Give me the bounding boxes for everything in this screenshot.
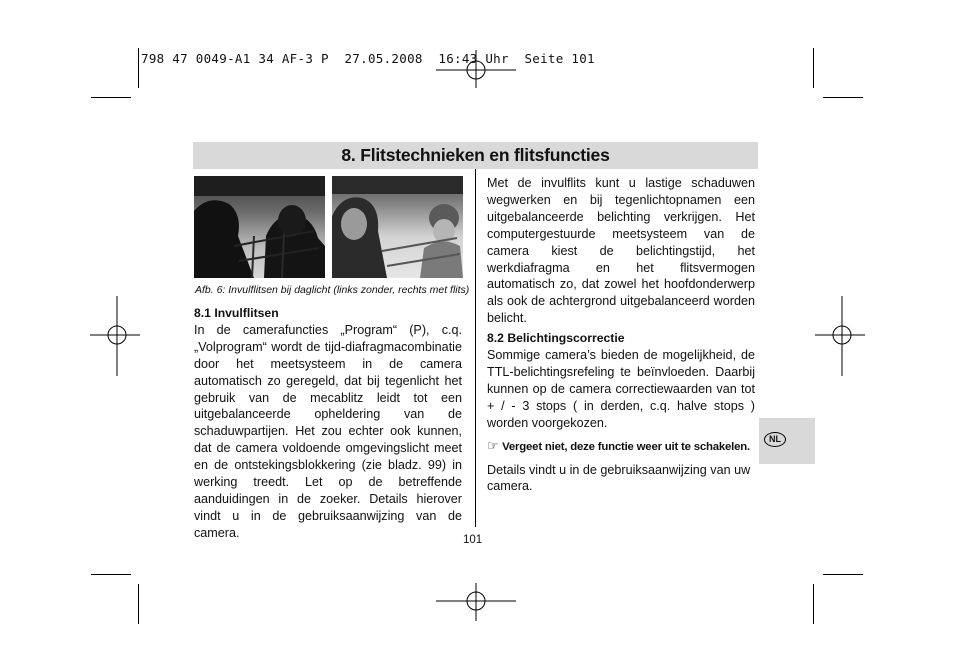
closing-paragraph: Details vindt u in de gebruiksaanwijzing van uw camera. xyxy=(487,462,751,494)
crop-mark xyxy=(91,574,131,575)
note-line xyxy=(487,438,755,456)
column-divider xyxy=(475,169,476,527)
registration-mark-left xyxy=(90,296,140,376)
page-title: 8. Flitstechnieken en flitsfuncties xyxy=(341,145,610,165)
crop-mark xyxy=(91,97,131,98)
registration-mark-bottom xyxy=(436,583,516,623)
figure-caption: Afb. 6: Invulflitsen bij daglicht (links zonder, rechts met flits) xyxy=(195,284,470,296)
print-header: 798 47 0049-A1 34 AF-3 P 27.05.2008 16:43 Uhr Seite 101 xyxy=(141,51,595,66)
section-heading-8-2: 8.2 Belichtingscorrectie xyxy=(487,331,625,346)
page-number: 101 xyxy=(463,534,483,546)
crop-mark xyxy=(813,48,814,88)
registration-mark-right xyxy=(815,296,865,376)
section-body-8-1: In de camerafuncties „Program“ (P), c.q. „Volprogram“ wordt de tijd-diafragmacombinatie door het meetsysteem in de camera automatisch zo geregeld, dat bij tegenlicht het gebruik van de mecablitz leidt tot een uitgebalanceerde opheldering van de schaduwpartijen. Het zou echter ook kunnen, dat de camera voldoende omgevingslicht meet en de ontstekingsblokkering (zie bladz. 99) in werking treedt. Let op de betreffende aanduidingen in de zoeker. Details hierover vindt u in de gebruiksaanwijzing van de camera. xyxy=(194,322,462,540)
language-badge: NL xyxy=(764,432,786,447)
right-column xyxy=(487,175,755,495)
note-text: Vergeet niet, deze functie weer uit te schakelen. xyxy=(502,440,751,453)
crop-mark xyxy=(813,584,814,624)
crop-mark xyxy=(138,584,139,624)
intro-paragraph: Met de invulflits kunt u lastige schaduwen wegwerken en bij tegenlichtopnamen een uitgebalanceerde belichting verkrijgen. Het computergestuurde meetsysteem van de camera kiest de belichtingstijd, het werkdiafragma en het flitsvermogen automatisch zo, dat zowel het hoofdonderwerp als ook de achtergrond uitgebalanceerd worden belicht. xyxy=(487,176,755,326)
crop-mark xyxy=(138,48,139,88)
photo-with-flash xyxy=(332,176,463,278)
section-heading-8-1: 8.1 Invulflitsen xyxy=(194,306,279,320)
pointing-hand-icon: ☞ xyxy=(487,438,499,454)
crop-mark xyxy=(823,97,863,98)
crop-mark xyxy=(823,574,863,575)
section-body-8-2: Sommige camera’s bieden de mogelijkheid, de TTL-belichtingsrefeling te beïnvloeden. Daarbij kunnen op de camera correctiewaarden van tot + / - 3 stops ( in derden, c.q. halve stops ) worden voorgekozen. xyxy=(487,348,755,430)
left-column xyxy=(194,305,462,542)
photo-without-flash xyxy=(194,176,325,278)
